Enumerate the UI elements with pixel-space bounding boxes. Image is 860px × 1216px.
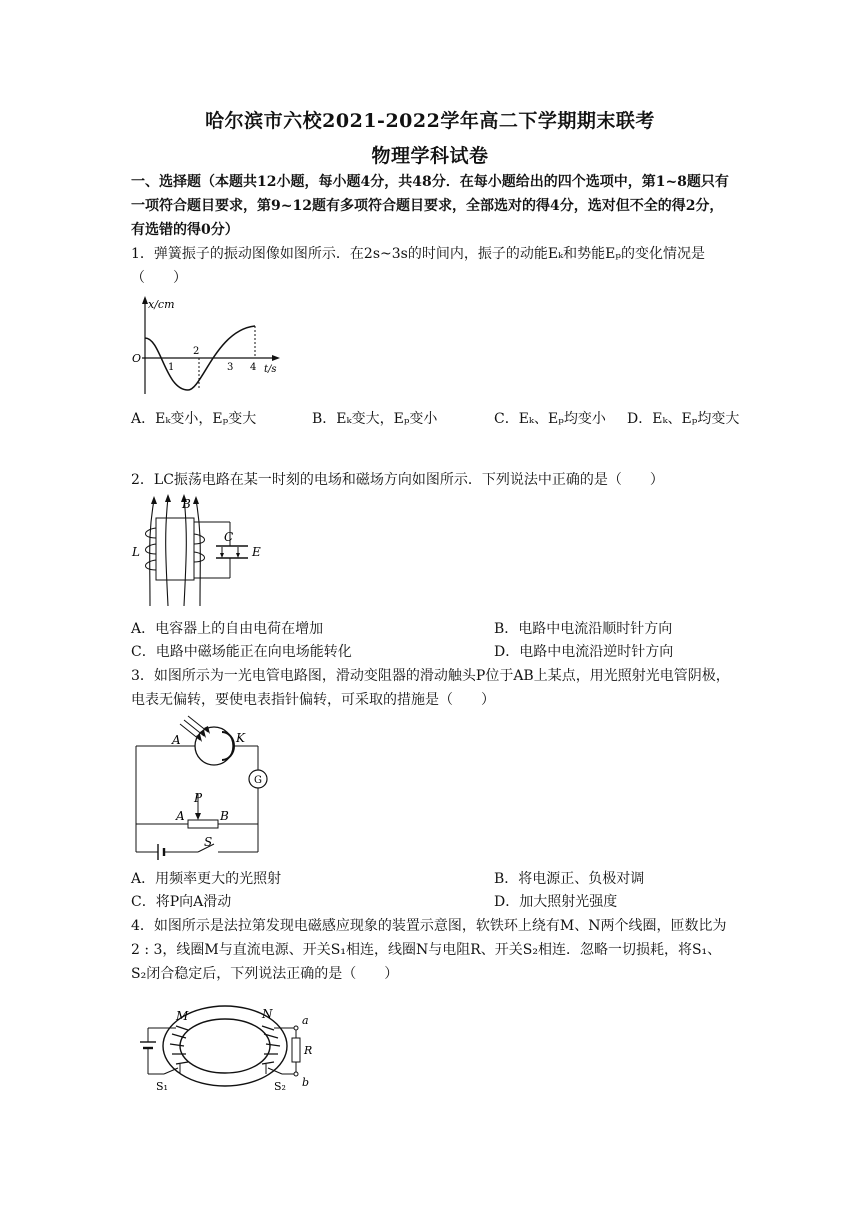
q1-vibration-graph — [128, 294, 288, 398]
q1-option-c: C．Eₖ、Eₚ均变小 — [494, 411, 606, 427]
exam-title: 哈尔滨市六校2021-2022学年高二下学期期末联考 — [205, 110, 655, 132]
q4-label-m: M — [176, 1009, 189, 1023]
section-instructions: 一、选择题（本题共12小题，每小题4分，共48分．在每小题给出的四个选项中，第1~8题只有一项符合题目要求，第9~12题有多项符合题目要求，全部选对的得4分，选对但不全的得2分，有选错的得0分） — [131, 174, 729, 238]
q2-option-b: B．电路中电流沿顺时针方向 — [494, 621, 673, 637]
q2-option-c: C．电路中磁场能正在向电场能转化 — [131, 644, 352, 660]
q2-label-b: B — [182, 497, 191, 511]
q4-faraday-ring — [128, 1000, 318, 1094]
question-4-stem: 4．如图所示是法拉第发现电磁感应现象的装置示意图，软铁环上绕有M、N两个线圈，匝数比为2 : 3，线圈M与直流电源、开关S₁相连，线圈N与电阻R、开关S₂相连．忽略一切损耗，将S₁、S₂闭合稳定后，下列说法正确的是（ ） — [131, 918, 727, 982]
q2-label-e: E — [252, 545, 261, 559]
q1-option-a: A．Eₖ变小，Eₚ变大 — [131, 411, 257, 427]
q2-lc-circuit — [128, 494, 278, 610]
q3-option-a: A．用频率更大的光照射 — [131, 871, 282, 887]
q3-label-k: K — [236, 731, 245, 745]
q1-tick-4: 4 — [250, 362, 257, 373]
q1-option-b: B．Eₖ变大，Eₚ变小 — [312, 411, 438, 427]
q4-label-s2: S₂ — [274, 1080, 286, 1093]
q2-label-c: C — [224, 530, 234, 544]
q3-label-b: B — [220, 809, 229, 823]
q4-label-b: b — [302, 1076, 310, 1089]
q4-label-r: R — [304, 1044, 313, 1057]
q3-label-a2: A — [176, 809, 185, 823]
q1-xlabel: t/s — [264, 364, 277, 375]
q4-label-n: N — [262, 1007, 273, 1021]
question-1-stem: 1．弹簧振子的振动图像如图所示．在2s~3s的时间内，振子的动能Eₖ和势能Eₚ的变化情况是（ ） — [131, 246, 705, 286]
q3-label-a: A — [172, 733, 181, 747]
q3-photoelectric-circuit — [128, 712, 278, 862]
exam-subtitle: 物理学科试卷 — [371, 145, 489, 167]
question-2-stem: 2．LC振荡电路在某一时刻的电场和磁场方向如图所示．下列说法中正确的是（ ） — [131, 472, 664, 488]
q2-label-l: L — [132, 545, 140, 559]
q2-option-a: A．电容器上的自由电荷在增加 — [131, 621, 324, 637]
q3-option-d: D．加大照射光强度 — [494, 894, 618, 910]
q3-label-p: P — [194, 791, 203, 805]
q2-option-d: D．电路中电流沿逆时针方向 — [494, 644, 674, 660]
q3-option-c: C．将P向A滑动 — [131, 894, 232, 910]
q1-tick-2: 2 — [193, 346, 200, 357]
q1-origin: O — [132, 352, 142, 365]
q1-tick-1: 1 — [168, 362, 175, 373]
question-3-stem: 3．如图所示为一光电管电路图，滑动变阻器的滑动触头P位于AB上某点，用光照射光电管阴极，电表无偏转，要使电表指针偏转，可采取的措施是（ ） — [131, 668, 730, 708]
q1-tick-3: 3 — [227, 362, 234, 373]
q3-option-b: B．将电源正、负极对调 — [494, 871, 645, 887]
q3-label-g: G — [254, 775, 262, 786]
q4-label-s1: S₁ — [156, 1080, 168, 1093]
q4-label-a: a — [302, 1014, 309, 1027]
q3-label-s: S — [204, 835, 213, 849]
q1-option-d: D．Eₖ、Eₚ均变大 — [627, 411, 740, 427]
q1-ylabel: x/cm — [148, 298, 175, 311]
